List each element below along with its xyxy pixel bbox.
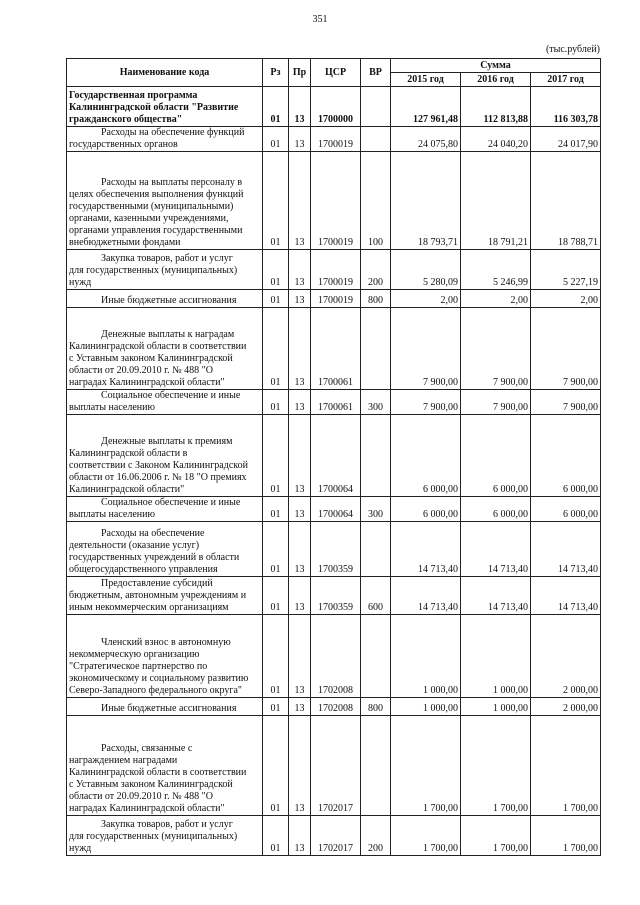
row-name	[67, 127, 263, 152]
cell-rz: 01	[263, 290, 289, 308]
cell-csr: 1700019	[311, 290, 361, 308]
header-vr: ВР	[361, 59, 391, 87]
cell-y2017: 1 700,00	[531, 716, 601, 816]
cell-y2015: 1 000,00	[391, 615, 461, 698]
cell-vr	[361, 415, 391, 497]
cell-y2015: 7 900,00	[391, 390, 461, 415]
row-name-line: целях обеспечения выполнения функций	[69, 189, 244, 200]
cell-vr	[361, 716, 391, 816]
row-name-line: Закупка товаров, работ и услуг	[101, 819, 233, 830]
cell-csr: 1700019	[311, 127, 361, 152]
cell-csr: 1702008	[311, 698, 361, 716]
row-name-line: Расходы на обеспечение функций	[101, 127, 245, 138]
cell-pr: 13	[289, 290, 311, 308]
header-2016: 2016 год	[461, 73, 531, 87]
cell-y2015: 14 713,40	[391, 522, 461, 577]
row-name-line: Предоставление субсидий	[101, 578, 213, 589]
header-name: Наименование кода	[67, 59, 263, 87]
row-name-line: Калининградской области "Развитие	[69, 102, 239, 113]
cell-pr: 13	[289, 522, 311, 577]
cell-vr: 300	[361, 390, 391, 415]
row-name	[67, 615, 263, 698]
cell-csr: 1700061	[311, 308, 361, 390]
cell-y2017: 24 017,90	[531, 127, 601, 152]
row-name-line: Северо-Западного федерального округа"	[69, 685, 243, 696]
budget-table	[66, 58, 601, 856]
cell-y2017: 6 000,00	[531, 497, 601, 522]
header-pr: Пр	[289, 59, 311, 87]
row-name-line: для государственных (муниципальных)	[69, 831, 238, 842]
cell-y2016: 14 713,40	[461, 522, 531, 577]
row-name	[67, 698, 263, 716]
cell-vr	[361, 308, 391, 390]
row-name-line: области от 16.06.2006 г. № 18 "О премиях	[69, 472, 247, 483]
cell-rz: 01	[263, 87, 289, 127]
table-row	[67, 390, 601, 415]
row-name-line: наградах Калининградской области"	[69, 377, 225, 388]
cell-y2015: 6 000,00	[391, 497, 461, 522]
cell-rz: 01	[263, 415, 289, 497]
row-name	[67, 497, 263, 522]
row-name-line: награждением наградами	[69, 755, 178, 766]
row-name-line: области от 20.09.2010 г. № 488 "О	[69, 365, 213, 376]
table-row	[67, 716, 601, 816]
cell-y2016: 112 813,88	[461, 87, 531, 127]
row-name-line: выплаты населению	[69, 509, 155, 520]
row-name-line: экономическому и социальному развитию	[69, 673, 249, 684]
cell-y2017: 2 000,00	[531, 615, 601, 698]
table-row	[67, 250, 601, 290]
cell-y2017: 2,00	[531, 290, 601, 308]
row-name	[67, 415, 263, 497]
cell-y2017: 6 000,00	[531, 415, 601, 497]
cell-y2016: 6 000,00	[461, 497, 531, 522]
cell-csr: 1700061	[311, 390, 361, 415]
cell-y2016: 1 700,00	[461, 816, 531, 856]
row-name	[67, 250, 263, 290]
cell-csr: 1700064	[311, 415, 361, 497]
cell-pr: 13	[289, 698, 311, 716]
table-row	[67, 522, 601, 577]
table-row	[67, 415, 601, 497]
cell-csr: 1702008	[311, 615, 361, 698]
row-name	[67, 577, 263, 615]
row-name-line: Государственная программа	[69, 90, 198, 101]
row-name-line: некоммерческую организацию	[69, 649, 200, 660]
row-name-line: Расходы, связанные с	[101, 743, 193, 754]
table-row	[67, 127, 601, 152]
row-name-line: Социальное обеспечение и иные	[101, 390, 241, 401]
row-name-line: с Уставным законом Калининградской	[69, 779, 233, 790]
cell-pr: 13	[289, 152, 311, 250]
cell-y2017: 116 303,78	[531, 87, 601, 127]
row-name-line: государственными (муниципальными)	[69, 201, 234, 212]
row-name-line: Денежные выплаты к премиям	[101, 436, 233, 447]
header-csr: ЦСР	[311, 59, 361, 87]
row-name-line: Социальное обеспечение и иные	[101, 497, 241, 508]
cell-y2015: 1 000,00	[391, 698, 461, 716]
cell-rz: 01	[263, 816, 289, 856]
table-row	[67, 87, 601, 127]
cell-pr: 13	[289, 390, 311, 415]
cell-csr: 1700064	[311, 497, 361, 522]
cell-vr	[361, 615, 391, 698]
row-name	[67, 716, 263, 816]
row-name-line: государственных органов	[69, 139, 178, 150]
table-row	[67, 290, 601, 308]
row-name-line: гражданского общества"	[69, 114, 183, 125]
table-row	[67, 497, 601, 522]
cell-y2017: 2 000,00	[531, 698, 601, 716]
cell-y2015: 1 700,00	[391, 716, 461, 816]
row-name-line: для государственных (муниципальных)	[69, 265, 238, 276]
row-name	[67, 816, 263, 856]
row-name-line: "Стратегическое партнерство по	[69, 661, 208, 672]
cell-y2016: 1 000,00	[461, 698, 531, 716]
row-name-line: нужд	[69, 277, 92, 288]
table-row	[67, 577, 601, 615]
row-name-line: бюджетным, автономным учреждениям и	[69, 590, 247, 601]
cell-pr: 13	[289, 250, 311, 290]
cell-rz: 01	[263, 615, 289, 698]
cell-y2015: 6 000,00	[391, 415, 461, 497]
table-row	[67, 816, 601, 856]
cell-vr	[361, 127, 391, 152]
row-name-line: деятельности (оказание услуг)	[69, 540, 200, 551]
cell-rz: 01	[263, 152, 289, 250]
cell-csr: 1702017	[311, 716, 361, 816]
row-name-line: внебюджетными фондами	[69, 237, 181, 248]
cell-rz: 01	[263, 698, 289, 716]
row-name-line: органами, казенными учреждениями,	[69, 213, 229, 224]
row-name-line: государственных учреждений в области	[69, 552, 240, 563]
cell-csr: 1700359	[311, 522, 361, 577]
row-name-line: иным некоммерческим организациям	[69, 602, 229, 613]
cell-pr: 13	[289, 577, 311, 615]
cell-pr: 13	[289, 816, 311, 856]
row-name-line: Калининградской области в соответствии	[69, 341, 247, 352]
cell-rz: 01	[263, 522, 289, 577]
cell-csr: 1700359	[311, 577, 361, 615]
row-name-line: Членский взнос в автономную	[101, 637, 231, 648]
cell-pr: 13	[289, 615, 311, 698]
row-name-line: Расходы на обеспечение	[101, 528, 205, 539]
table-row	[67, 698, 601, 716]
row-name	[67, 152, 263, 250]
row-name-line: Расходы на выплаты персоналу в	[101, 177, 243, 188]
row-name	[67, 87, 263, 127]
cell-y2017: 18 788,71	[531, 152, 601, 250]
cell-y2016: 7 900,00	[461, 390, 531, 415]
table-row	[67, 308, 601, 390]
cell-vr: 600	[361, 577, 391, 615]
cell-y2016: 1 000,00	[461, 615, 531, 698]
cell-y2016: 14 713,40	[461, 577, 531, 615]
cell-vr	[361, 87, 391, 127]
cell-rz: 01	[263, 308, 289, 390]
cell-rz: 01	[263, 127, 289, 152]
cell-y2017: 5 227,19	[531, 250, 601, 290]
cell-y2016: 7 900,00	[461, 308, 531, 390]
cell-y2016: 6 000,00	[461, 415, 531, 497]
row-name-line: выплаты населению	[69, 402, 155, 413]
row-name	[67, 390, 263, 415]
row-name	[67, 290, 263, 308]
cell-y2016: 2,00	[461, 290, 531, 308]
cell-csr: 1700019	[311, 250, 361, 290]
table-body	[67, 87, 601, 856]
page-number: 351	[312, 14, 328, 25]
header-rz: Рз	[263, 59, 289, 87]
cell-vr: 800	[361, 698, 391, 716]
row-name	[67, 308, 263, 390]
row-name-line: Калининградской области в соответствии	[69, 767, 247, 778]
table-row	[67, 152, 601, 250]
row-name-line: Денежные выплаты к наградам	[101, 329, 235, 340]
cell-vr: 200	[361, 816, 391, 856]
cell-y2017: 7 900,00	[531, 390, 601, 415]
cell-y2015: 1 700,00	[391, 816, 461, 856]
cell-pr: 13	[289, 87, 311, 127]
cell-y2015: 24 075,80	[391, 127, 461, 152]
cell-y2015: 18 793,71	[391, 152, 461, 250]
cell-pr: 13	[289, 716, 311, 816]
row-name-line: Иные бюджетные ассигнования	[101, 703, 237, 714]
cell-rz: 01	[263, 716, 289, 816]
row-name-line: Иные бюджетные ассигнования	[101, 295, 237, 306]
cell-y2015: 127 961,48	[391, 87, 461, 127]
row-name	[67, 522, 263, 577]
header-2015: 2015 год	[391, 73, 461, 87]
cell-csr: 1700000	[311, 87, 361, 127]
cell-rz: 01	[263, 390, 289, 415]
row-name-line: Закупка товаров, работ и услуг	[101, 253, 233, 264]
row-name-line: Калининградской области в	[69, 448, 188, 459]
cell-pr: 13	[289, 497, 311, 522]
row-name-line: области от 20.09.2010 г. № 488 "О	[69, 791, 213, 802]
cell-vr: 800	[361, 290, 391, 308]
cell-y2015: 2,00	[391, 290, 461, 308]
cell-y2015: 5 280,09	[391, 250, 461, 290]
cell-vr: 200	[361, 250, 391, 290]
cell-y2016: 5 246,99	[461, 250, 531, 290]
row-name-line: наградах Калининградской области"	[69, 803, 225, 814]
unit-label: (тыс.рублей)	[545, 44, 600, 55]
header-sum: Сумма	[391, 59, 601, 73]
row-name-line: общегосударственного управления	[69, 564, 218, 575]
row-name-line: Калининградской области"	[69, 484, 185, 495]
cell-vr: 100	[361, 152, 391, 250]
header-2017: 2017 год	[531, 73, 601, 87]
cell-y2016: 24 040,20	[461, 127, 531, 152]
cell-pr: 13	[289, 127, 311, 152]
row-name-line: соответствии с Законом Калининградской	[69, 460, 248, 471]
cell-csr: 1700019	[311, 152, 361, 250]
cell-rz: 01	[263, 497, 289, 522]
cell-y2017: 1 700,00	[531, 816, 601, 856]
cell-y2017: 14 713,40	[531, 577, 601, 615]
cell-vr: 300	[361, 497, 391, 522]
cell-pr: 13	[289, 415, 311, 497]
cell-y2016: 18 791,21	[461, 152, 531, 250]
cell-rz: 01	[263, 250, 289, 290]
table-row	[67, 615, 601, 698]
cell-csr: 1702017	[311, 816, 361, 856]
cell-y2017: 7 900,00	[531, 308, 601, 390]
cell-vr	[361, 522, 391, 577]
row-name-line: с Уставным законом Калининградской	[69, 353, 233, 364]
row-name-line: нужд	[69, 843, 92, 854]
cell-rz: 01	[263, 577, 289, 615]
cell-y2015: 14 713,40	[391, 577, 461, 615]
cell-pr: 13	[289, 308, 311, 390]
cell-y2015: 7 900,00	[391, 308, 461, 390]
row-name-line: органами управления государственными	[69, 225, 243, 236]
cell-y2016: 1 700,00	[461, 716, 531, 816]
cell-y2017: 14 713,40	[531, 522, 601, 577]
